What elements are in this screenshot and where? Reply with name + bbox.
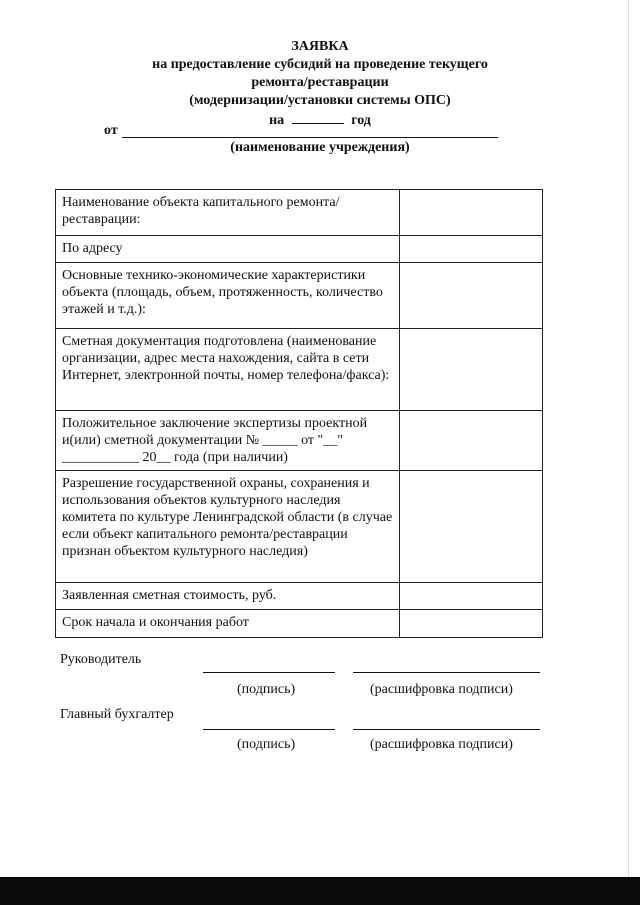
row-value-cell[interactable] — [400, 583, 543, 610]
row-value-cell[interactable] — [400, 190, 543, 236]
head-decode-caption: (расшифровка подписи) — [370, 682, 513, 697]
scan-bottom-border — [0, 877, 640, 905]
row-label: Заявленная сметная стоимость, руб. — [56, 583, 400, 610]
form-subtitle-line-2: ремонта/реставрации — [251, 75, 389, 90]
row-value-cell[interactable] — [400, 471, 543, 583]
organization-field[interactable] — [122, 137, 498, 138]
year-prefix: на — [269, 113, 285, 128]
accountant-signature-field[interactable] — [203, 729, 335, 730]
head-signature-field[interactable] — [203, 672, 335, 673]
accountant-label: Главный бухгалтер — [60, 707, 174, 722]
head-label: Руководитель — [60, 652, 142, 667]
year-field[interactable] — [292, 110, 344, 124]
table-row — [56, 190, 543, 236]
from-label: от — [104, 123, 118, 138]
row-label: Положительное заключение экспертизы проектной и(или) сметной документации № _____ от "__" ___________ 20__ года (при наличии) — [56, 411, 400, 471]
table-row — [56, 471, 543, 583]
row-value-cell[interactable] — [400, 263, 543, 329]
row-value-cell[interactable] — [400, 329, 543, 411]
row-label: Наименование объекта капитального ремонта/реставрации: — [56, 190, 400, 236]
accountant-decode-field[interactable] — [353, 729, 540, 730]
row-label: По адресу — [56, 236, 400, 263]
row-label: Срок начала и окончания работ — [56, 610, 400, 638]
row-value-cell[interactable] — [400, 610, 543, 638]
accountant-sign-caption: (подпись) — [237, 737, 296, 752]
form-subtitle-line-3: (модернизации/установки системы ОПС) — [189, 93, 451, 108]
accountant-decode-caption: (расшифровка подписи) — [370, 737, 513, 752]
row-label: Разрешение государственной охраны, сохранения и использования объектов культурного наследия комитета по культуре Ленинградской области (в случае если объект капитального ремонта/реставрации признан объектом культурного наследия) — [56, 471, 400, 583]
row-label: Основные технико-экономические характеристики объекта (площадь, объем, протяженность, количество этажей и т.д.): — [56, 263, 400, 329]
table-row — [56, 610, 543, 638]
scan-right-edge — [628, 0, 629, 877]
table-row — [56, 236, 543, 263]
form-title: ЗАЯВКА — [291, 39, 349, 54]
table-row — [56, 329, 543, 411]
row-value-cell[interactable] — [400, 411, 543, 471]
table-row — [56, 583, 543, 610]
organization-caption: (наименование учреждения) — [230, 140, 410, 155]
head-decode-field[interactable] — [353, 672, 540, 673]
organization-row — [104, 123, 504, 139]
form-subtitle-line-1: на предоставление субсидий на проведение текущего — [152, 57, 488, 72]
year-suffix: год — [351, 113, 371, 128]
row-label: Сметная документация подготовлена (наименование организации, адрес места нахождения, сайта в сети Интернет, электронной почты, номер телефона/факса): — [56, 329, 400, 411]
application-table — [55, 189, 543, 638]
table-row — [56, 263, 543, 329]
form-header — [0, 38, 640, 130]
head-sign-caption: (подпись) — [237, 682, 296, 697]
table-row — [56, 411, 543, 471]
row-value-cell[interactable] — [400, 236, 543, 263]
